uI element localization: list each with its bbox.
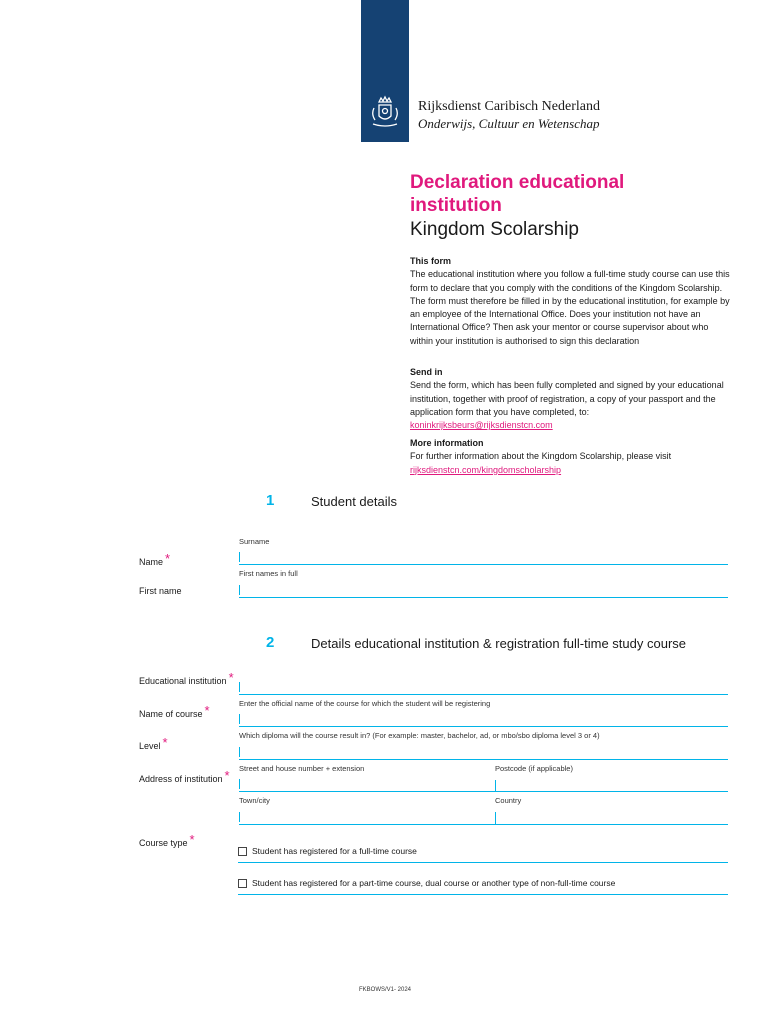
institution-field[interactable] bbox=[239, 680, 728, 695]
surname-field[interactable] bbox=[239, 550, 728, 565]
surname-hint: Surname bbox=[239, 537, 270, 546]
town-field[interactable] bbox=[239, 810, 728, 825]
section-2-title: Details educational institution & registration full-time study course bbox=[311, 636, 687, 651]
logo-bar bbox=[361, 0, 409, 142]
course-label-text: Name of course bbox=[139, 709, 203, 719]
full-time-option[interactable] bbox=[238, 846, 728, 863]
required-mark: * bbox=[189, 832, 195, 847]
more-info-text: For further information about the Kingdom Scolarship, please visit bbox=[410, 451, 672, 462]
level-hint: Which diploma will the course result in? (For example: master, bachelor, ad, or mbo/sbo diploma level 3 or 4) bbox=[239, 731, 600, 740]
info-this-form bbox=[410, 255, 730, 348]
course-type-label bbox=[139, 834, 195, 849]
info-more bbox=[410, 437, 730, 477]
required-mark: * bbox=[204, 703, 210, 718]
org-name: Rijksdienst Caribisch Nederland bbox=[418, 99, 600, 114]
course-hint: Enter the official name of the course for which the student will be registering bbox=[239, 699, 491, 708]
section-1-title: Student details bbox=[311, 494, 398, 509]
first-name-label: First name bbox=[139, 586, 182, 596]
country-field[interactable] bbox=[495, 812, 496, 824]
address-label bbox=[139, 770, 230, 785]
name-label bbox=[139, 553, 170, 568]
name-label-text: Name bbox=[139, 557, 164, 567]
required-mark: * bbox=[228, 670, 234, 685]
first-names-hint: First names in full bbox=[239, 569, 298, 578]
send-in-email-link[interactable]: koninkrijksbeurs@rijksdienstcn.com bbox=[410, 420, 553, 431]
street-field[interactable] bbox=[239, 777, 728, 792]
country-hint: Country bbox=[495, 796, 522, 805]
this-form-heading: This form bbox=[410, 256, 452, 266]
this-form-text: The educational institution where you follow a full-time study course can use this form to declare that you comply with the conditions of the Kingdom Scolarship. The form must therefore be filled in by the educational institution, for example by an employee of the International Office. Does your institution not have an International Office? Then ask your mentor or course supervisor about who within your institution is authorised to sign this declaration bbox=[410, 269, 730, 346]
more-info-heading: More information bbox=[410, 438, 484, 448]
footer-code: FKBOWS/V1- 2024 bbox=[358, 987, 412, 993]
level-label-text: Level bbox=[139, 741, 161, 751]
org-subtitle: Onderwijs, Cultuur en Wetenschap bbox=[418, 116, 600, 131]
course-name-field[interactable] bbox=[239, 712, 728, 727]
send-in-text: Send the form, which has been fully completed and signed by your educational institution, together with proof of registration, a copy of your passport and the application form that you have completed, to: bbox=[410, 380, 724, 417]
more-info-link[interactable]: rijksdienstcn.com/kingdomscholarship bbox=[410, 464, 562, 475]
street-hint: Street and house number + extension bbox=[239, 764, 365, 773]
part-time-option-label: Student has registered for a part-time course, dual course or another type of non-full-time course bbox=[252, 878, 616, 888]
required-mark: * bbox=[162, 735, 168, 750]
postcode-hint: Postcode (if applicable) bbox=[495, 764, 573, 773]
page-subtitle: Kingdom Scolarship bbox=[410, 219, 579, 240]
full-time-checkbox[interactable] bbox=[238, 847, 247, 856]
level-field[interactable] bbox=[239, 745, 728, 760]
section-2-number: 2 bbox=[266, 634, 275, 651]
postcode-field[interactable] bbox=[495, 780, 496, 792]
institution-label-text: Educational institution bbox=[139, 676, 227, 686]
level-label bbox=[139, 737, 168, 752]
address-label-text: Address of institution bbox=[139, 774, 223, 784]
required-mark: * bbox=[165, 551, 171, 566]
page-title: Declaration educational institution bbox=[410, 172, 625, 216]
coat-of-arms-icon bbox=[365, 92, 405, 132]
first-names-field[interactable] bbox=[239, 583, 728, 598]
required-mark: * bbox=[224, 768, 230, 783]
send-in-heading: Send in bbox=[410, 367, 443, 377]
part-time-checkbox[interactable] bbox=[238, 879, 247, 888]
info-send-in bbox=[410, 366, 730, 432]
course-label bbox=[139, 705, 210, 720]
institution-label bbox=[139, 672, 234, 687]
section-1-number: 1 bbox=[266, 492, 275, 509]
course-type-label-text: Course type bbox=[139, 838, 188, 848]
full-time-option-label: Student has registered for a full-time course bbox=[252, 846, 417, 856]
part-time-option[interactable] bbox=[238, 878, 728, 895]
town-hint: Town/city bbox=[239, 796, 270, 805]
